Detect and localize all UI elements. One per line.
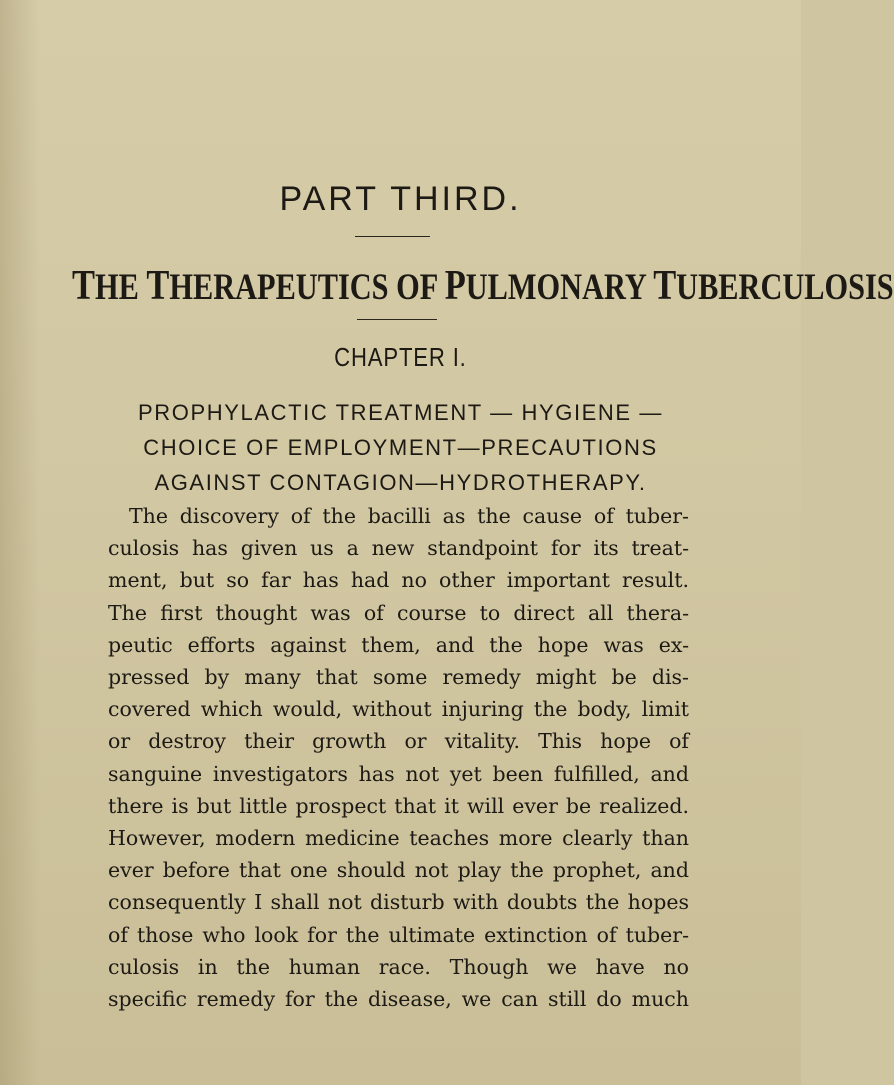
divider-rule-lower: [357, 319, 437, 320]
body-paragraph: [108, 500, 689, 1015]
title-word: UBERCULOSIS: [676, 267, 894, 308]
summary-line: PROPHYLACTIC TREATMENT — HYGIENE —: [137, 400, 664, 425]
text-line: or destroy their growth or vitality. This hope of: [108, 729, 689, 754]
text-line: consequently I shall not disturb with doubts the hopes: [108, 890, 689, 915]
text-line: ment, but so far has had no other important result.: [108, 568, 689, 593]
text-line: culosis has given us a new standpoint for its treat-: [108, 536, 689, 561]
text-line: The first thought was of course to direct all thera-: [108, 600, 689, 625]
text-line: sanguine investigators has not yet been fulfilled, and: [108, 761, 689, 786]
title-initial: T: [146, 263, 170, 309]
text-line: The discovery of the bacilli as the cause of tuber-: [129, 504, 689, 528]
title-initial: P: [444, 263, 466, 309]
text-line: of those who look for the ultimate extinction of tuber-: [108, 922, 689, 947]
text-line: specific remedy for the disease, we can still do much: [108, 987, 689, 1012]
title-initial: T: [653, 263, 677, 309]
divider-rule-upper: [355, 236, 430, 237]
chapter-summary: [60, 395, 741, 500]
text-line: culosis in the human race. Though we have no: [108, 954, 689, 979]
text-line: peutic efforts against them, and the hope was ex-: [108, 632, 689, 657]
text-line: ever before that one should not play the prophet, and: [108, 858, 689, 883]
title-word: HERAPEUTICS: [169, 267, 397, 308]
text-line: there is but little prospect that it will ever be realized.: [108, 793, 689, 818]
part-title: PART THIRD.: [279, 180, 522, 218]
title-initial: T: [72, 263, 95, 309]
title-word: OF: [396, 267, 445, 308]
summary-line: CHOICE OF EMPLOYMENT—PRECAUTIONS: [143, 435, 658, 460]
text-line: However, modern medicine teaches more clearly than: [108, 826, 689, 851]
title-word: ULMONARY: [465, 267, 654, 308]
text-line: pressed by many that some remedy might be dis-: [108, 665, 689, 690]
book-title: [72, 262, 894, 310]
summary-line: AGAINST CONTAGION—HYDROTHERAPY.: [154, 470, 647, 495]
text-line: covered which would, without injuring the body, limit: [108, 697, 689, 722]
title-word: HE: [94, 267, 147, 308]
chapter-heading: CHAPTER I.: [334, 342, 467, 372]
